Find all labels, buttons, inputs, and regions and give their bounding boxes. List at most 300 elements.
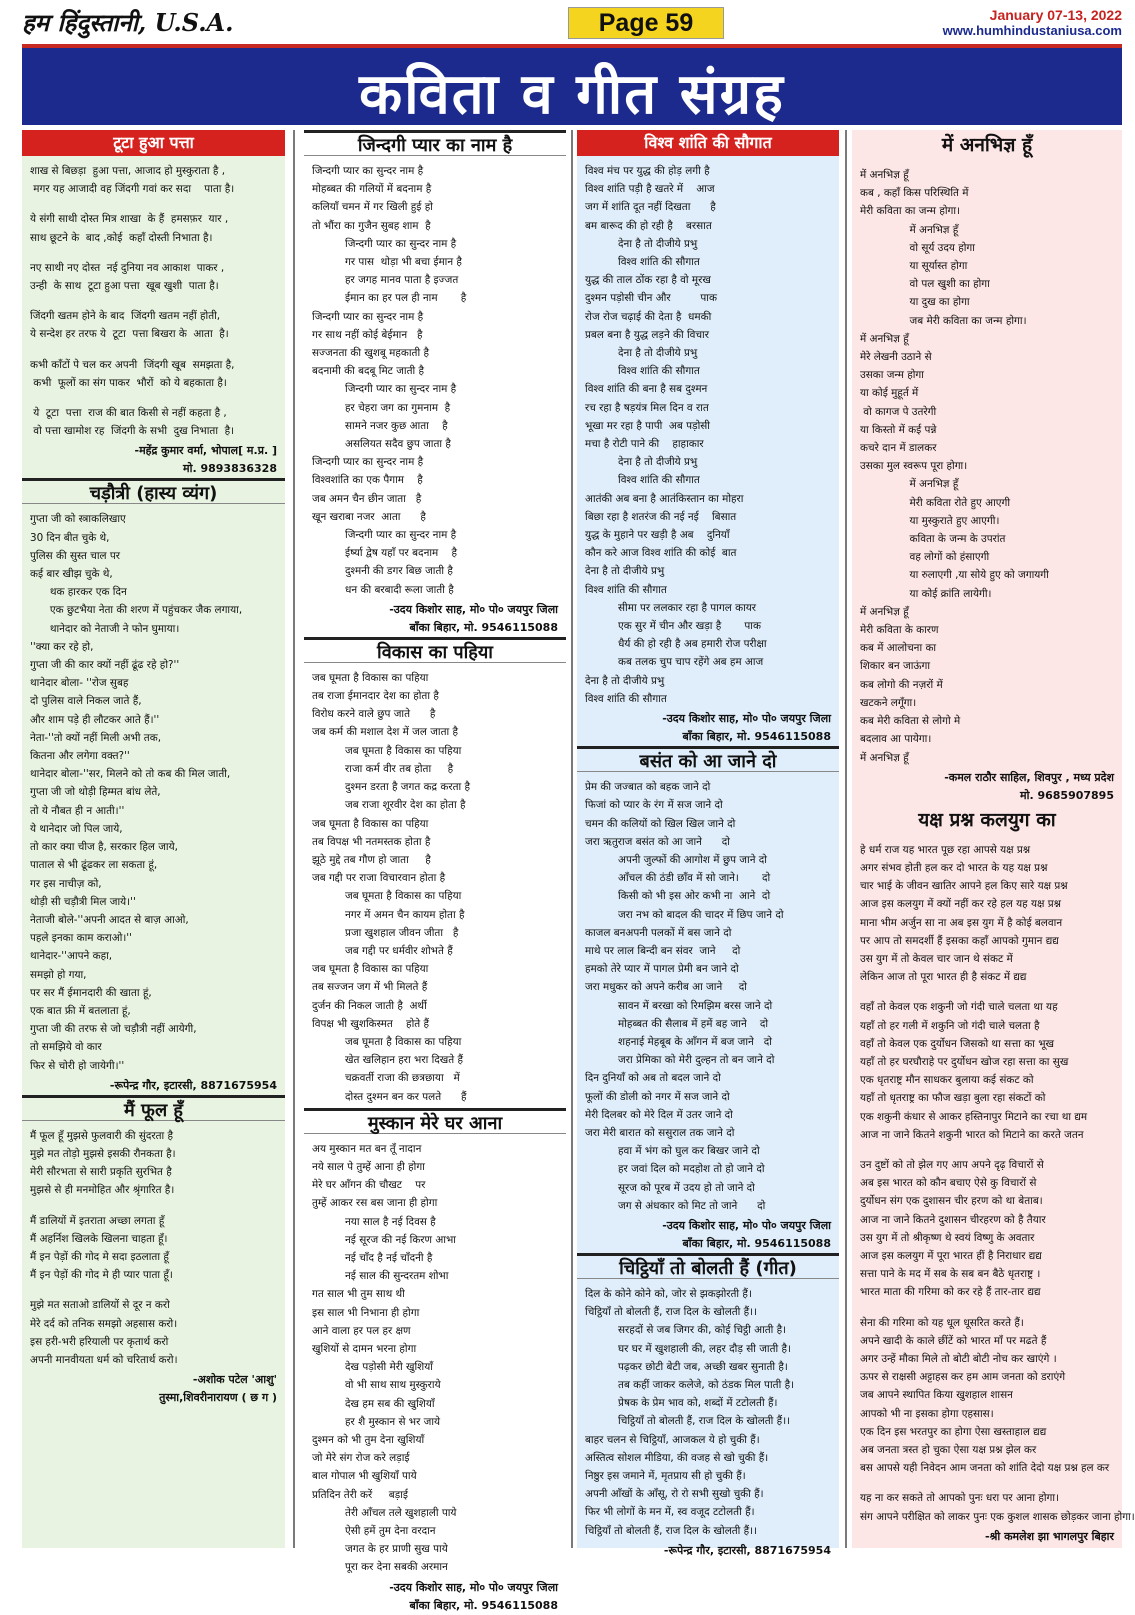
poem-line: देना है तो दीजीये प्रभु <box>585 674 665 687</box>
poem-line: सीमा पर ललकार रहा है पागल कायर <box>585 601 757 614</box>
poem-line: 30 दिन बीत चुके थे, <box>30 531 110 544</box>
poem-line: हवा में भंग को घुल कर बिखर जाने दो <box>585 1145 760 1158</box>
poem-line: काजल बनअपनी पलकों में बस जाने दो <box>585 926 732 939</box>
poem-line: बम बारूद की हो रही है बरसात <box>585 219 712 232</box>
stanza-break <box>30 1200 279 1212</box>
poem-author: -उदय किशोर साह, मो० पो० जयपुर जिला <box>389 1580 558 1594</box>
poem-line: जिन्दगी प्यार का सुन्दर नाम है <box>312 237 457 250</box>
poem-line: नगर में अमन चैन कायम होता है <box>312 908 465 921</box>
poem-line: धैर्य की हो रही है अब हमारी रोज परीक्षा <box>585 638 767 651</box>
poem-line: ऐसी हमें तुम देना वरदान <box>312 1525 436 1538</box>
poem-phone: बाँका बिहार, मो. 9546115088 <box>682 730 831 744</box>
poem-line: एक बात फ्री में बतलाता हूं, <box>30 1004 131 1017</box>
poem-line: हे धर्म राज यह भारत पूछ रहा आपसे यक्ष प्रश्न <box>860 843 1031 856</box>
poem-line: ये संगी साथी दोस्त मित्र शाखा के हैं हमसफ़र यार , <box>30 213 229 226</box>
poem-line: मोहब्बत की सैलाब में हमें बह जाने दो <box>585 1017 769 1030</box>
stanza-break <box>860 986 1116 998</box>
poem-line: गर साथ नहीं कोई बेईमान है <box>312 328 423 341</box>
poem-line: मेरे दर्द को तनिक समझो अहसास करो। <box>30 1317 178 1330</box>
poem-line: चिट्ठियाँ तो बोलती हैं, राज दिल के खोलती हैं।। <box>585 1306 758 1319</box>
poem-line: गत साल भी तुम साथ थी <box>312 1288 405 1301</box>
poem-line: कभी फूलों का संग पाकर भौरों को ये बहकाता है। <box>30 376 227 389</box>
poem-line: दुश्मन पड़ोसी चीन और पाक <box>585 292 717 305</box>
poem-line: सामने नजर कुछ आता है <box>312 419 448 432</box>
poem-title: मैं फूल हूँ <box>22 1095 285 1121</box>
poem-phone: बाँका बिहार, मो. 9546115088 <box>682 1236 831 1250</box>
poem-phone: बाँका बिहार, मो. 9546115088 <box>409 620 558 634</box>
poem-line: हर जगह मानव पाता है इज्जत <box>312 274 459 287</box>
poem-line: तो भौंरा का गुजैन सुबह शाम है <box>312 219 431 232</box>
poem-line: या कोई मुहूर्त में <box>860 387 919 400</box>
poem-line: जग से अंधकार को मिट तो जाने दो <box>585 1199 766 1212</box>
poem-line: नई सूरज की नई किरण आभा <box>312 1233 456 1246</box>
poem-line: संग आपने परीक्षित को लाकर पुनः एक कुशल शासक छोड़कर जाना होगा। <box>860 1510 1135 1523</box>
stanza-break <box>30 247 279 259</box>
poem-line: वो कागज पे उतरेगी <box>860 405 937 418</box>
poem-line: खटकने लगूँगा। <box>860 696 917 709</box>
poem-line: वो पत्ता खामोश रह जिंदगी के सभी दुख निभाता है। <box>30 425 235 438</box>
poem-body <box>304 156 566 601</box>
poem-line: पर आप तो समदर्शी हैं इसका कहाँ आपको गुमान द्यद्य <box>860 934 1059 947</box>
poem-line: कब , कहाँ किस परिस्थिति में <box>860 187 969 200</box>
poem-line: उन दुष्टों को तो झेल गए आप अपने दृढ़ विचारों से <box>860 1158 1044 1171</box>
poem-line: घर घर में खुशहाली की, लहर दौड़ सी जाती है। <box>585 1342 791 1355</box>
poem-line: साथ छूटने के बाद ,कोई कहाँ दोस्ती निभाता है। <box>30 231 213 244</box>
poem-line: वो पल खुशी का होगा <box>860 278 990 291</box>
masthead <box>22 4 1122 40</box>
poem-line: कब तलक चुप चाप रहेंगे अब हम आज <box>585 656 764 669</box>
poem-line: कब में आलोचना का <box>860 642 937 655</box>
poem-line: तब कहीं जाकर कलेजे, को ठंडक मिल पाती है। <box>585 1378 795 1391</box>
column-divider <box>845 130 847 1548</box>
poem-line: अगर संभव होती हल कर दो भारत के यह यक्ष प्रश्न <box>860 861 1048 874</box>
poem-line: कब मेरी कविता से लोगो मे <box>860 715 961 728</box>
poem-line: जिन्दगी प्यार का सुन्दर नाम है <box>312 529 457 542</box>
page-number: Page 59 <box>568 7 724 39</box>
poem-line: यहाँ तो धृतराष्ट्र का फौज खड़ा बुला रहा संकटों को <box>860 1092 1046 1105</box>
poem-line: नई साल की सुन्दरतम शोभा <box>312 1270 449 1283</box>
poem-title: चिट्ठियाँ तो बोलती हैं (गीत) <box>577 1253 839 1279</box>
poem-body <box>304 663 566 1108</box>
poem-line: मोहब्बत की गलियों में बदनाम है <box>312 183 432 196</box>
poem-line: तब विपक्ष भी नतमस्तक होता है <box>312 835 431 848</box>
poem-line: कलियाँ चमन में गर खिली हुई हो <box>312 201 433 214</box>
issue-date: January 07-13, 2022 <box>989 7 1122 23</box>
poem-line: उस युग में तो श्रीकृष्ण थे स्वयं विष्णु के अवतार <box>860 1231 1035 1244</box>
poem-line: यह ना कर सकते तो आपको पुनः धरा पर आना होगा। <box>860 1492 1060 1505</box>
poem-line: समझो हो गया, <box>30 968 87 981</box>
poem-line: मैं इन पेड़ों की गोद मे सदा इठलाता हूँ <box>30 1250 169 1263</box>
poem-line: सावन में बरखा को रिमझिम बरस जाने दो <box>585 999 773 1012</box>
poem-line: मेरी कविता रोते हुए आएगी <box>860 496 1011 509</box>
poem-line: या कोई क्रांति लायेगी। <box>860 587 992 600</box>
poem-line: मेरी कविता का जन्म होगा। <box>860 205 961 218</box>
poem-line: तो ये नौबत ही न आती।'' <box>30 804 125 817</box>
poem-line: आज ना जाने कितने दुशासन चीरहरण को है तैयार <box>860 1213 1046 1226</box>
poem-line: जग में शांति दूत नहीं दिखता है <box>585 201 716 214</box>
poem-line: फिर भी लोगों के मन में, स्व वजूद टटोलती हैं। <box>585 1506 755 1519</box>
poem-line: जिन्दगी प्यार का सुन्दर नाम है <box>312 456 424 469</box>
poem-line: तुम्हें आकर रस बस जाना ही होगा <box>312 1197 438 1210</box>
section-title: कविता व गीत संग्रह <box>359 62 785 127</box>
poem-line: अस्तित्व सोशल मीडिया, की वजह से खो चुकी हैं। <box>585 1451 769 1464</box>
poem-line: शाख से बिछड़ा हुआ पत्ता, आजाद हो मुस्कुराता है , <box>30 165 226 177</box>
poem-line: ये थानेदार जो पिल जाये, <box>30 822 123 835</box>
poem-line: आतंकी अब बना है आतंकिस्तान का मोहरा <box>585 492 744 505</box>
poem-line: थानेदार बोला- ''रोज सुबह <box>30 677 129 690</box>
poem-line: अब इस भारत को कौन बचाए ऐसे कु विचारों से <box>860 1177 1037 1190</box>
poem-line: कौन करे आज विश्व शांति की कोई बात <box>585 547 737 560</box>
poem-line: वहाँ तो केवल एक शकुनी जो गंदी चाले चलता था यह <box>860 1001 1058 1014</box>
poem-line: शिकार बन जाऊंगा <box>860 660 931 673</box>
poem-line: या मुस्कुराते हुए आएगी। <box>860 514 1000 527</box>
poem-line: आने वाला हर पल हर क्षण <box>312 1324 411 1337</box>
poem-line: जिन्दगी प्यार का सुन्दर नाम है <box>312 165 424 177</box>
paper-name: हम हिंदुस्तानी, U.S.A. <box>22 8 234 37</box>
poem-line: मेरी सौरभता से सारी प्रकृति सुरभित है <box>30 1166 172 1179</box>
poem-line: नेता-''तो क्यों नहीं मिली अभी तक, <box>30 731 162 744</box>
poem-line: वह लोगों को हंसाएगी <box>860 551 990 564</box>
poem-line: चक्रवर्ती राजा की छत्रछाया में <box>312 1072 460 1085</box>
poem-line: कब लोगो की नज़रों में <box>860 678 943 691</box>
poem-line: मैं अहर्निश खिलके खिलना चाहता हूँ। <box>30 1232 168 1245</box>
poem-line: चार भाई के जीवन खातिर आपने हल किए सारे यक्ष प्रश्न <box>860 880 1068 893</box>
poem-line: में अनभिज्ञ हूँ <box>860 332 909 345</box>
poem-title: जिन्दगी प्यार का नाम है <box>304 130 566 156</box>
poem-line: हर जवां दिल को मदहोश तो हो जाने दो <box>585 1163 765 1176</box>
poem-line: जब घूमता है विकास का पहिया <box>312 890 462 903</box>
poem-line: मचा है रोटी पाने की हाहाकार <box>585 438 704 451</box>
poem-line: जब आपने स्थापित किया खुशहाल शासन <box>860 1389 1013 1402</box>
poem-line: ईर्ष्या द्वेष यहाँ पर बदनाम है <box>312 547 457 560</box>
poem-body <box>22 1121 285 1371</box>
poem-line: नेताजी बोले-''अपनी आदत से बाज़ आओ, <box>30 913 189 926</box>
poem-line: दिन दुनियाँ को अब तो बदल जाने दो <box>585 1072 721 1085</box>
poem-line: दोस्त दुश्मन बन कर पलते हैं <box>312 1090 467 1103</box>
poem-line: असलियत सदैव छुप जाता है <box>312 438 451 451</box>
poem-line: या रुलाएगी ,या सोये हुए को जगायगी <box>860 569 1049 582</box>
poem-line: भारत माता की गरिमा को कर रहे हैं तार-तार द्यद्य <box>860 1286 1041 1299</box>
poem-line: वहाँ तो केवल एक दुर्योधन जिसको था सत्ता का भूख <box>860 1037 1055 1050</box>
poem-line: वो भी साथ साथ मुस्कुराये <box>312 1379 441 1392</box>
poem-line: जो मेरे संग रोज करे लड़ाई <box>312 1452 410 1465</box>
poem-line: एक शकुनी कंधार से आकर हस्तिनापुर मिटाने का रचा था द्यम <box>860 1110 1088 1123</box>
poem-line: सज्जनता की खुशबू महकाती है <box>312 347 429 360</box>
poem-line: जब मेरी कविता का जन्म होगा। <box>860 314 1027 327</box>
poem-line: विश्व मंच पर युद्ध की होड़ लगी है <box>585 165 710 177</box>
poem-line: पर सर मैं ईमानदारी की खाता हूं, <box>30 986 152 999</box>
poem-author: -रूपेन्द्र गौर, इटारसी, 8871675954 <box>109 1078 277 1092</box>
poem-line: विश्व शांति की सौगात <box>585 365 700 378</box>
poem-line: विश्व शांति की सौगात <box>585 692 667 705</box>
poem-line: जरा नभ को बादल की चादर में छिप जाने दो <box>585 908 784 921</box>
poem-line: दुश्मन को भी तुम देना खुशियाँ <box>312 1434 425 1446</box>
poem-line: पुलिस की सुस्त चाल पर <box>30 549 121 562</box>
poem-line: इस साल भी निभाना ही होगा <box>312 1306 420 1319</box>
poem-line: ईमान का हर पल ही नाम है <box>312 292 467 305</box>
poem-body <box>22 156 285 442</box>
poem-title: में अनभिज्ञ हूँ <box>941 134 1033 156</box>
poem-line: एक सुर में चीन और खड़ा है पाक <box>585 620 761 633</box>
poem-line: में अनभिज्ञ हूँ <box>860 223 959 236</box>
poem-line: थोड़ी सी चड़ौत्री मिल जाये।'' <box>30 895 136 908</box>
poem-line: प्रतिदिन तेरी करें बड़ाई <box>312 1488 408 1501</box>
poem-line: तेरी आँचल तले खुशहाली पाये <box>312 1506 457 1519</box>
poem-line: लेकिन आज तो पूरा भारत ही है संकट में द्यद्य <box>860 971 1027 984</box>
poem-line: युद्ध की ताल ठोंक रहा है वो मूरख <box>585 274 711 287</box>
poem-line: यहाँ तो हर घरघौराहे पर दुर्योधन खोज रहा सत्ता का सुख <box>860 1055 1069 1068</box>
poem-line: जब घूमता है विकास का पहिया <box>312 1035 462 1048</box>
stanza-break <box>30 198 279 210</box>
poem-line: उस युग में तो केवल चार जान थे संकट में <box>860 952 1013 965</box>
poem-line: जगत के हर प्राणी सुख पाये <box>312 1543 448 1556</box>
poem-line: नए साथी नए दोस्त नई दुनिया नव आकाश पाकर , <box>30 261 225 274</box>
poem-phone: मो. 9893836328 <box>183 462 277 476</box>
poem-line: चिट्ठियाँ तो बोलती हैं, राज दिल के खोलती हैं।। <box>585 1415 791 1428</box>
poem-line: गुप्ता जी की कार क्यों नहीं ढूंढ रहे हो?'' <box>30 659 180 672</box>
poem-line: तो कार क्या चीज है, सरकार हिल जाये, <box>30 841 178 854</box>
poem-line: गुप्ता जी की तरफ से जो चड़ौत्री नहीं आयेगी, <box>30 1023 197 1036</box>
poem-line: जरा मधुकर को अपने करीब आ जाने दो <box>585 981 747 994</box>
poem-line: अब जनता त्रस्त हो चुका ऐसा यक्ष प्रश्न झेल कर <box>860 1444 1037 1456</box>
poem-line: जब घूमता है विकास का पहिया <box>312 671 429 684</box>
poem-line: आज इस कलयुग में पूरा भारत हीं है निराधार द्यद्य <box>860 1249 1042 1262</box>
poem-line: विश्वशांति का एक पैगाम है <box>312 474 423 487</box>
poem-line: चिट्ठियाँ तो बोलती हैं, राज दिल के खोलती हैं।। <box>585 1524 758 1537</box>
poem-line: फिर से चोरी हो जायेगी।'' <box>30 1059 125 1072</box>
poem-line: ऊपर से राक्षसी अट्टाहस कर हम आम जनता को डराएंगे <box>860 1371 1066 1384</box>
poem-line: एक धृतराष्ट्र मौन साधकर बुलाया कई संकट को <box>860 1074 1034 1087</box>
poem-line: वो सूर्य उदय होगा <box>860 241 975 254</box>
poem-line: फिजां को प्यार के रंग में सज जाने दो <box>585 799 723 812</box>
poem-line: पाताल से भी ढूंढकर ला सकता हूं, <box>30 859 158 872</box>
poem-line: जिंदगी खतम होने के बाद जिंदगी खतम नहीं होती, <box>30 310 221 323</box>
poem-author: -कमल राठौर साहिल, शिवपुर , मध्य प्रदेश <box>944 770 1114 784</box>
poem-author: -उदय किशोर साह, मो० पो० जयपुर जिला <box>662 1218 831 1232</box>
poem-line: दो पुलिस वाले निकल जाते हैं, <box>30 695 142 708</box>
poem-author: -उदय किशोर साह, मो० पो० जयपुर जिला <box>662 712 831 726</box>
poem-line: सत्ता पाने के मद में सब के सब बन बैठे धृतराष्ट्र । <box>860 1268 1041 1281</box>
poem-line: खेत खलिहान हरा भरा दिखते हैं <box>312 1054 464 1067</box>
poem-line: प्रबल बना है युद्ध लड़ने की विचार <box>585 328 709 341</box>
poem-line: में अनभिज्ञ हूँ <box>860 751 909 764</box>
poem-line: ''क्या कर रहे हो, <box>30 640 94 653</box>
poem-line: मुझे मत तोड़ो मुझसे इसकी रौनकता है। <box>30 1147 176 1160</box>
poem-body <box>577 772 839 1217</box>
poem-line: इस हरी-भरी हरियाली पर कृतार्थ करो <box>30 1335 169 1348</box>
poem-line: जब गद्दी पर धर्मवीर शोभते हैं <box>312 944 453 957</box>
poem-line: शहनाई मेहबूब के आँगन में बज जाने दो <box>585 1035 772 1048</box>
stanza-break <box>30 392 279 404</box>
poem-line: मुझे मत सताओ डालियों से दूर न करो <box>30 1299 170 1312</box>
poem-line: उसका जन्म होगा <box>860 369 924 382</box>
poem-author: -अशोक पटेल 'आशु' <box>192 1373 277 1387</box>
poem-line: मैं फूल हूँ मुझसे फुलवारी की सुंदरता है <box>30 1129 174 1142</box>
poem-line: गुप्ता जी जो थोड़ी हिम्मत बांध लेते, <box>30 786 161 799</box>
poem-line: थानेदार-''आपने कहा, <box>30 950 113 963</box>
poem-line: विश्व शांति की बना है सब दुश्मन <box>585 383 708 396</box>
poem-line: मेरे लेखनी उठाने से <box>860 351 932 364</box>
poem-line: पूरा कर देना सबकी अरमान <box>312 1561 448 1574</box>
poem-line: बदलाव आ पायेगा। <box>860 733 932 746</box>
poem-line: जिन्दगी प्यार का सुन्दर नाम है <box>312 310 424 323</box>
poem-line: या सूर्यास्त होगा <box>860 260 968 273</box>
poem-line: या दुख का होगा <box>860 296 970 309</box>
poem-line: दिल के कोने कोने को, जोर से झकझोरती हैं। <box>585 1287 752 1300</box>
poem-line: दुर्योधन संग एक दुशासन चीर हरण को था बेताब। <box>860 1195 1043 1208</box>
column-divider <box>571 130 573 1548</box>
poem-line: विश्व शांति की सौगात <box>585 583 667 596</box>
poem-line: हर चेहरा जग का गुमनाम है <box>312 401 451 414</box>
poem-line: जिन्दगी प्यार का सुन्दर नाम है <box>312 383 457 396</box>
poem-line: गर इस नाचीज़ को, <box>30 877 102 890</box>
poem-line: पढ़कर छोटी बेटी जब, अच्छी खबर सुनाती है। <box>585 1360 788 1373</box>
poem-line: झूठे मुद्दे तब गौण हो जाता है <box>312 853 431 866</box>
poem-line: ये सन्देश हर तरफ ये टूटा पत्ता बिखरा के आता है। <box>30 328 229 341</box>
poem-line: मैं इन पेड़ों की गोद मे ही प्यार पाता हूँ। <box>30 1269 173 1282</box>
poem-line: रोज रोज चढ़ाई की देता है धमकी <box>585 310 712 323</box>
poem-line: मगर यह आजादी वह जिंदगी गवां कर सदा पाता है। <box>30 183 235 196</box>
poem-line: थानेदार बोला-''सर, मिलने को तो कब की मिल जाती, <box>30 768 231 781</box>
poem-title: टूटा हुआ पत्ता <box>22 130 285 156</box>
poem-line: तब राजा ईमानदार देश का होता है <box>312 690 439 703</box>
poem-line: देना है तो दीजीये प्रभु <box>585 565 665 578</box>
column-1 <box>22 130 285 1548</box>
poem-line: नये साल पे तुम्हें आना ही होगा <box>312 1160 425 1173</box>
poem-line: हमको तेरे प्यार में पागल प्रेमी बन जाने दो <box>585 963 739 976</box>
poem-line: मैं डालियों में इतराता अच्छा लगता हूँ <box>30 1214 165 1227</box>
section-banner <box>22 44 1122 125</box>
poem-line: उसका मुल स्वरूप पूरा होगा। <box>860 460 968 473</box>
poem-line: युद्ध के मुहाने पर खड़ी है अब दुनियाँ <box>585 529 730 542</box>
stanza-break <box>30 344 279 356</box>
poem-title: मुस्कान मेरे घर आना <box>304 1108 566 1134</box>
poem-line: आज ना जाने कितने शकुनी भारत को मिटाने का करते जतन <box>860 1128 1084 1141</box>
poem-line: अपनी आँखों के आँसू, रो रो सभी सुखो चुकी हैं। <box>585 1488 764 1501</box>
poem-line: जब घूमता है विकास का पहिया <box>312 744 462 757</box>
poem-line: अपने खादी के काले छींटें को भारत माँ पर मढते हैं <box>860 1334 1047 1347</box>
poem-line: विश्व शांति की सौगात <box>585 256 700 269</box>
poem-line: कचरे दान में डालकर <box>860 442 937 455</box>
poem-line: कभी काँटों पे चल कर अपनी जिंदगी खूब समझता है, <box>30 358 235 371</box>
poem-author: -रूपेन्द्र गौर, इटारसी, 8871675954 <box>663 1543 831 1557</box>
poem-line: देख पड़ोसी मेरी खुशियाँ <box>312 1361 433 1374</box>
poem-line: सरहदों से जब जिगर की, कोई चिट्ठी आती है। <box>585 1324 787 1337</box>
poem-line: जब कर्म की मशाल देश में जल जाता है <box>312 726 459 739</box>
stanza-break <box>860 1144 1116 1156</box>
poem-line: प्रेषक के प्रेम भाव को, शब्दों में टटोलती हैं। <box>585 1397 778 1410</box>
poem-line: विपक्ष भी खुशकिस्मत होते हैं <box>312 1017 429 1030</box>
stanza-break <box>30 295 279 307</box>
poem-line: जब गद्दी पर राजा विचारवान होता है <box>312 872 446 885</box>
poem-line: जरा प्रेमिका को मेरी दुल्हन तो बन जाने दो <box>585 1054 775 1067</box>
poem-line: थानेदार को नेताजी ने फोन घुमाया। <box>30 622 180 635</box>
poem-line: अगर उन्हें मौका मिले तो बोटी बोटी नोच कर खाएंगे । <box>860 1352 1057 1365</box>
poem-line: में अनभिज्ञ हूँ <box>860 169 909 181</box>
poem-title: यक्ष प्रश्न कलयुग का <box>918 808 1056 831</box>
poem-line: और शाम पड़े ही लौटकर आते हैं।'' <box>30 713 160 726</box>
poem-line: चमन की कलियों को खिल खिल जाने दो <box>585 817 736 830</box>
poem-line: निष्ठुर इस जमाने में, मृतप्राय सी हो चुकी हैं। <box>585 1470 746 1482</box>
poem-phone: बाँका बिहार, मो. 9546115088 <box>409 1598 558 1612</box>
poem-line: यहाँ तो हर गली में शकुनि जो गंदी चाले चलता है <box>860 1019 1040 1032</box>
poem-body <box>852 835 1135 1528</box>
poem-line: नया साल है नई दिवस है <box>312 1215 436 1228</box>
poem-line: सेना की गरिमा को यह धूल धूसरित करते हैं। <box>860 1316 1024 1329</box>
poem-line: विश्व शांति पड़ी है खतरे में आज <box>585 183 715 196</box>
poem-line: अय मुस्कान मत बन तूँ नादान <box>312 1142 422 1155</box>
poem-line: कविता के जन्म के उपरांत <box>860 533 1006 546</box>
poem-body <box>22 504 285 1076</box>
stanza-break <box>860 1302 1116 1314</box>
poem-line: विरोध करने वाले छुप जाते है <box>312 708 436 721</box>
poem-title: विकास का पहिया <box>304 637 566 663</box>
poem-line: दुर्जन की निकल जाती है अर्थी <box>312 999 427 1012</box>
poem-line: अपनी जुल्फों की आगोश में छुप जाने दो <box>585 853 767 866</box>
poem-line: कई बार खीझ चुके थे, <box>30 568 113 581</box>
poem-line: बाल गोपाल भी खुशियाँ पाये <box>312 1470 417 1483</box>
website-link[interactable]: www.humhindustaniusa.com <box>942 23 1122 38</box>
poem-line: प्रजा खुशहाल जीवन जीता है <box>312 926 459 939</box>
column-3 <box>577 130 839 1557</box>
poem-body <box>304 1134 566 1579</box>
poem-line: भूखा मर रहा है पापी अब पड़ोसी <box>585 419 710 432</box>
poem-line: विश्व शांति की सौगात <box>585 474 700 487</box>
poem-title: बसंत को आ जाने दो <box>577 746 839 772</box>
poem-line: बिछा रहा है शतरंज की नई नई बिसात <box>585 510 737 523</box>
poem-place: तुस्मा,शिवरीनारायण ( छ ग ) <box>159 1391 277 1405</box>
poem-line: थक हारकर एक दिन <box>30 586 127 599</box>
poem-line: रच रहा है षड़यंत्र मिल दिन व रात <box>585 401 709 414</box>
poem-line: या किस्तो में कई पन्ने <box>860 423 937 436</box>
poem-line: बस आपसे यही निवेदन आम जनता को शांति देदो यक्ष प्रश्न हल कर <box>860 1462 1110 1475</box>
poem-line: फूलों की डोली को नगर में सज जाने दो <box>585 1090 730 1103</box>
poem-line: मेरे घर आँगन की चौखट पर <box>312 1179 426 1192</box>
poem-line: देना है तो दीजीये प्रभु <box>585 237 698 250</box>
poem-line: उन्ही के साथ टूटा हुआ पत्ता खूब खुशी पाता है। <box>30 280 219 293</box>
stanza-break <box>30 1284 279 1296</box>
poem-line: गर पास थोड़ा भी बचा ईमान है <box>312 256 462 269</box>
poem-line: दुश्मनी की डगर बिछ जाती है <box>312 565 453 578</box>
poem-line: पहले इनका काम कराओ।'' <box>30 932 132 945</box>
column-4 <box>852 130 1135 1548</box>
poem-line: सूरज को पूरब में उदय हो तो जाने दो <box>585 1181 755 1194</box>
poem-body <box>852 160 1122 769</box>
poem-line: देख हम सब की खुशियाँ <box>312 1397 435 1410</box>
poem-line: आँचल की ठंडी छाँव में सो जाने। दो <box>585 872 771 885</box>
poem-line: अपनी मानवीयता धर्म को चरितार्थ करो। <box>30 1353 178 1366</box>
poem-line: खून खराबा नजर आता है <box>312 510 426 523</box>
poem-title: चड़ौत्री (हास्य व्यंग) <box>22 478 285 504</box>
poem-line: जब घूमता है विकास का पहिया <box>312 817 429 830</box>
poem-line: किसी को भी इस ओर कभी ना आने दो <box>585 890 771 903</box>
poem-line: आपको भी ना इसका होगा एहसास। <box>860 1407 994 1420</box>
poem-body <box>577 1279 839 1542</box>
poem-body <box>577 156 839 710</box>
poem-line: नई चाँद है नई चाँदनी है <box>312 1251 433 1264</box>
poem-line: एक छुटभैया नेता की शरण में पहुंचकर जैक लगाया, <box>30 604 243 617</box>
poem-line: राजा कर्म वीर तब होता है <box>312 762 454 775</box>
poem-line: ये टूटा पत्ता राज की बात किसी से नहीं कहता है , <box>30 407 227 420</box>
column-2 <box>304 130 566 1612</box>
poem-line: जरा ऋतुराज बसंत को आ जाने दो <box>585 835 730 848</box>
poem-line: जब घूमता है विकास का पहिया <box>312 963 429 976</box>
poem-author: -उदय किशोर साह, मो० पो० जयपुर जिला <box>389 602 558 616</box>
poem-line: दुश्मन डरता है जगत कद्र करता है <box>312 781 471 794</box>
poem-author: -महेंद्र कुमार वर्मा, भोपाल[ म.प्र. ] <box>134 444 277 458</box>
poem-line: बाहर चलन से चिट्ठियाँ, आजकल ये हो चुकी हैं। <box>585 1433 760 1446</box>
poem-line: जरा मेरी बारात को ससुराल तक जाने दो <box>585 1126 735 1139</box>
